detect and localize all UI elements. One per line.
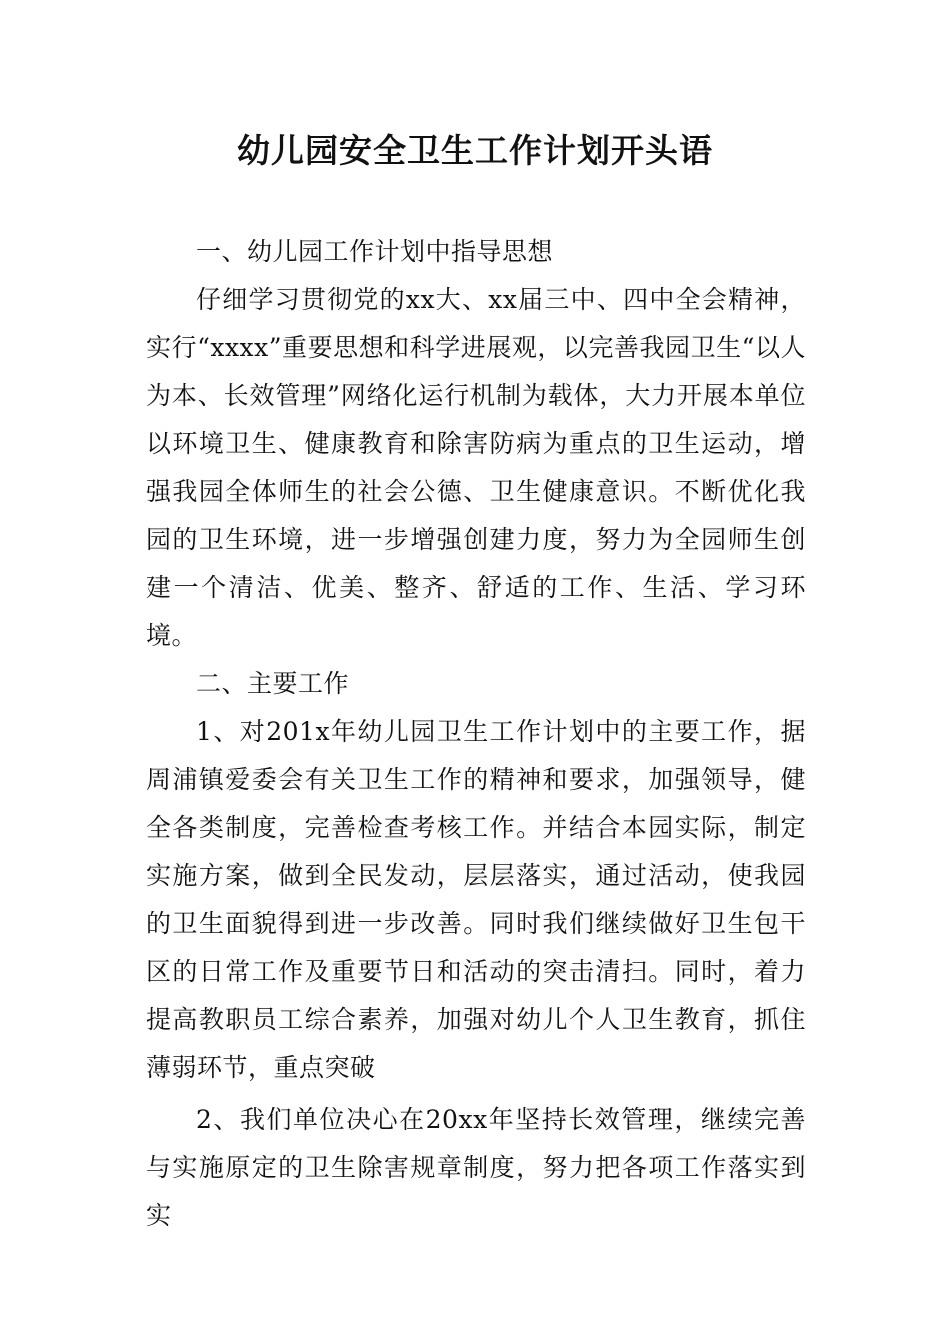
section-heading-guiding-ideology: 一、幼儿园工作计划中指导思想 xyxy=(196,237,554,266)
section-heading-main-work: 二、主要工作 xyxy=(196,669,350,698)
paragraph-main-work-2: 2、我们单位决心在20xx年坚持长效管理，继续完善与实施原定的卫生除害规章制度，努力把各项工作落实到实 xyxy=(146,1105,806,1230)
paragraph-guiding-ideology: 仔细学习贯彻党的xx大、xx届三中、四中全会精神，实行“xxxx”重要思想和科学进展观，以完善我园卫生“以人为本、长效管理”网络化运行机制为载体，大力开展本单位以环境卫生、健康教育和除害防病为重点的卫生运动，增强我园全体师生的社会公德、卫生健康意识。不断优化我园的卫生环境，进一步增强创建力度，努力为全园师生创建一个清洁、优美、整齐、舒适的工作、生活、学习环境。 xyxy=(146,285,806,650)
paragraph-main-work-1: 1、对201x年幼儿园卫生工作计划中的主要工作，据周浦镇爱委会有关卫生工作的精神和要求，加强领导，健全各类制度，完善检查考核工作。并结合本园实际，制定实施方案，做到全民发动，层层落实，通过活动，使我园的卫生面貌得到进一步改善。同时我们继续做好卫生包干区的日常工作及重要节日和活动的突击清扫。同时，着力提高教职员工综合素养，加强对幼儿个人卫生教育，抓住薄弱环节，重点突破 xyxy=(146,717,806,1082)
document-title: 幼儿园安全卫生工作计划开头语 xyxy=(237,131,713,170)
document-body xyxy=(146,228,806,1240)
